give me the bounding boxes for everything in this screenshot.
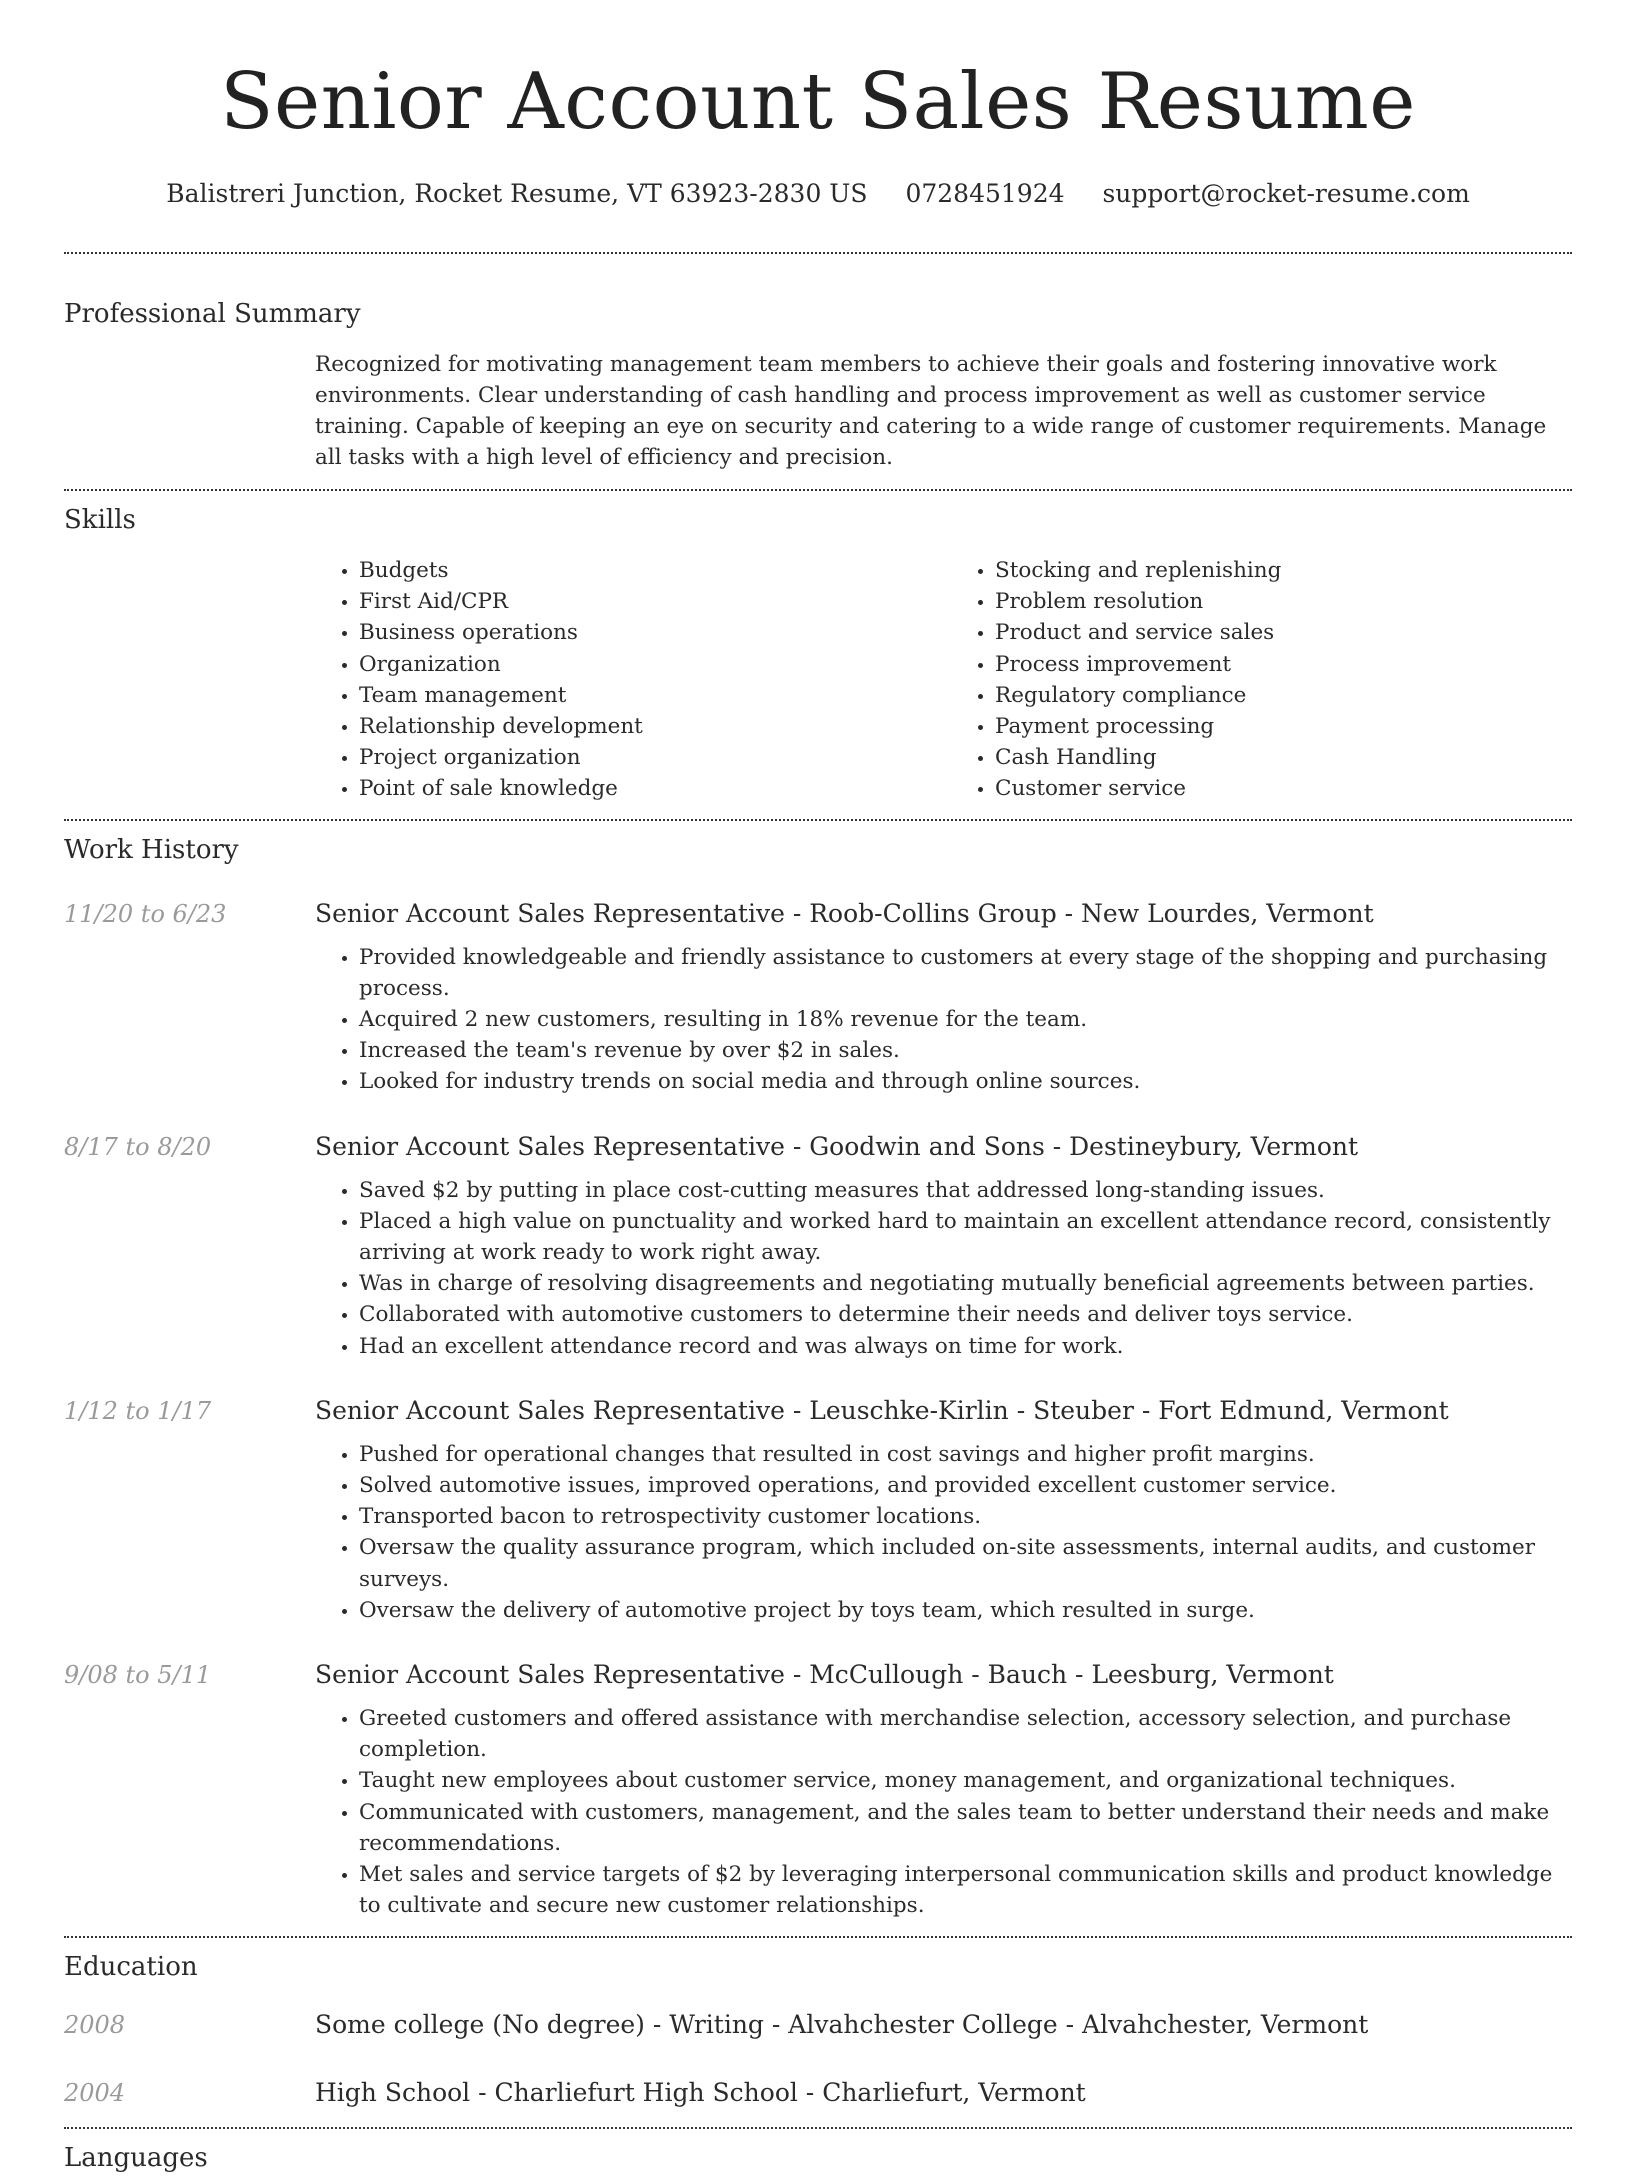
skill-item: • Business operations xyxy=(359,617,931,648)
section-title-skills: Skills xyxy=(64,505,136,535)
job-bullet: • Provided knowledgeable and friendly assistance to customers at every stage of the shopping and purchasing process. xyxy=(359,942,1572,1004)
skill-item: • Problem resolution xyxy=(995,586,1567,617)
skill-item: • Relationship development xyxy=(359,711,931,742)
job-bullet: • Was in charge of resolving disagreements and negotiating mutually beneficial agreements between parties. xyxy=(359,1268,1572,1299)
job-bullet: • Looked for industry trends on social media and through online sources. xyxy=(359,1066,1572,1097)
job-title: Senior Account Sales Representative - Leuschke-Kirlin - Steuber - Fort Edmund, Vermont xyxy=(315,1395,1449,1425)
job-title: Senior Account Sales Representative - Goodwin and Sons - Destineybury, Vermont xyxy=(315,1131,1359,1161)
divider xyxy=(64,2127,1572,2129)
education-entry xyxy=(64,2005,1572,2045)
contact-phone: 0728451924 xyxy=(905,179,1065,208)
skill-item: • Process improvement xyxy=(995,649,1567,680)
skills-column-left xyxy=(315,555,931,805)
job-dates: 11/20 to 6/23 xyxy=(64,899,227,928)
skill-item: • Organization xyxy=(359,649,931,680)
job-bullet: • Communicated with customers, management, and the sales team to better understand their needs and make recommendations. xyxy=(359,1797,1572,1859)
job-bullet: • Placed a high value on punctuality and worked hard to maintain an excellent attendance record, consistently arriving at work ready to work right away. xyxy=(359,1206,1572,1268)
job-entry xyxy=(64,894,1572,1098)
divider xyxy=(64,819,1572,821)
job-bullet: • Met sales and service targets of $2 by leveraging interpersonal communication skills and product knowledge to cultivate and secure new customer relationships. xyxy=(359,1859,1572,1921)
job-bullet: • Collaborated with automotive customers to determine their needs and deliver toys service. xyxy=(359,1299,1572,1330)
job-dates: 1/12 to 1/17 xyxy=(64,1396,212,1425)
job-dates: 9/08 to 5/11 xyxy=(64,1661,212,1690)
education-entry xyxy=(64,2073,1572,2113)
job-bullet: • Taught new employees about customer service, money management, and organizational techniques. xyxy=(359,1765,1572,1796)
skill-item: • Team management xyxy=(359,680,931,711)
job-bullet: • Solved automotive issues, improved operations, and provided excellent customer service. xyxy=(359,1470,1572,1501)
job-bullet: • Oversaw the quality assurance program, which included on-site assessments, internal audits, and customer surveys. xyxy=(359,1532,1572,1594)
job-bullet: • Acquired 2 new customers, resulting in 18% revenue for the team. xyxy=(359,1004,1572,1035)
contact-email[interactable]: support@rocket-resume.com xyxy=(1102,179,1470,208)
skill-item: • Project organization xyxy=(359,742,931,773)
job-bullets xyxy=(315,1439,1572,1626)
divider xyxy=(64,252,1572,254)
job-bullet: • Saved $2 by putting in place cost-cutting measures that addressed long-standing issues. xyxy=(359,1175,1572,1206)
skills-list xyxy=(315,555,1572,805)
education-year: 2004 xyxy=(64,2078,126,2107)
education-detail: High School - Charliefurt High School - Charliefurt, Vermont xyxy=(315,2077,1086,2107)
job-entry xyxy=(64,1127,1572,1362)
resume-page xyxy=(64,0,1572,2178)
contact-address: Balistreri Junction, Rocket Resume, VT 63923-2830 US xyxy=(166,179,868,208)
section-title-work: Work History xyxy=(64,834,239,865)
skills-column-right xyxy=(951,555,1567,805)
skill-item: • Budgets xyxy=(359,555,931,586)
skill-item: • Point of sale knowledge xyxy=(359,773,931,804)
skill-item: • Customer service xyxy=(995,773,1567,804)
divider xyxy=(64,1936,1572,1938)
contact-line xyxy=(64,176,1572,212)
job-title: Senior Account Sales Representative - McCullough - Bauch - Leesburg, Vermont xyxy=(315,1660,1334,1690)
job-bullets xyxy=(315,1703,1572,1921)
skill-item: • Product and service sales xyxy=(995,617,1567,648)
skill-item: • Regulatory compliance xyxy=(995,680,1567,711)
skill-item: • Payment processing xyxy=(995,711,1567,742)
job-bullet: • Pushed for operational changes that resulted in cost savings and higher profit margins. xyxy=(359,1439,1572,1470)
job-title: Senior Account Sales Representative - Roob-Collins Group - New Lourdes, Vermont xyxy=(315,898,1374,928)
summary-text: Recognized for motivating management team members to achieve their goals and fostering innovative work environments. Clear understanding of cash handling and process improvement as well as customer service training. Capable of keeping an eye on security and catering to a wide range of customer requirements. Manage all tasks with a high level of efficiency and precision. xyxy=(315,352,1547,470)
job-bullet: • Increased the team's revenue by over $2 in sales. xyxy=(359,1035,1572,1066)
job-bullet: • Oversaw the delivery of automotive project by toys team, which resulted in surge. xyxy=(359,1595,1572,1626)
section-title-education: Education xyxy=(64,1951,198,1982)
resume-title: Senior Account Sales Resume xyxy=(220,57,1416,147)
education-year: 2008 xyxy=(64,2010,126,2039)
job-bullet: • Transported bacon to retrospectivity customer locations. xyxy=(359,1501,1572,1532)
skill-item: • Stocking and replenishing xyxy=(995,555,1567,586)
job-entry xyxy=(64,1655,1572,1921)
section-title-languages: Languages xyxy=(64,2142,208,2173)
job-dates: 8/17 to 8/20 xyxy=(64,1132,212,1161)
skill-item: • Cash Handling xyxy=(995,742,1567,773)
job-bullets xyxy=(315,1175,1572,1362)
skill-item: • First Aid/CPR xyxy=(359,586,931,617)
job-entry xyxy=(64,1391,1572,1626)
job-bullets xyxy=(315,942,1572,1098)
education-detail: Some college (No degree) - Writing - Alvahchester College - Alvahchester, Vermont xyxy=(315,2009,1369,2039)
divider xyxy=(64,489,1572,491)
job-bullet: • Greeted customers and offered assistance with merchandise selection, accessory selection, and purchase completion. xyxy=(359,1703,1572,1765)
section-title-summary: Professional Summary xyxy=(64,299,361,329)
job-bullet: • Had an excellent attendance record and was always on time for work. xyxy=(359,1331,1572,1362)
